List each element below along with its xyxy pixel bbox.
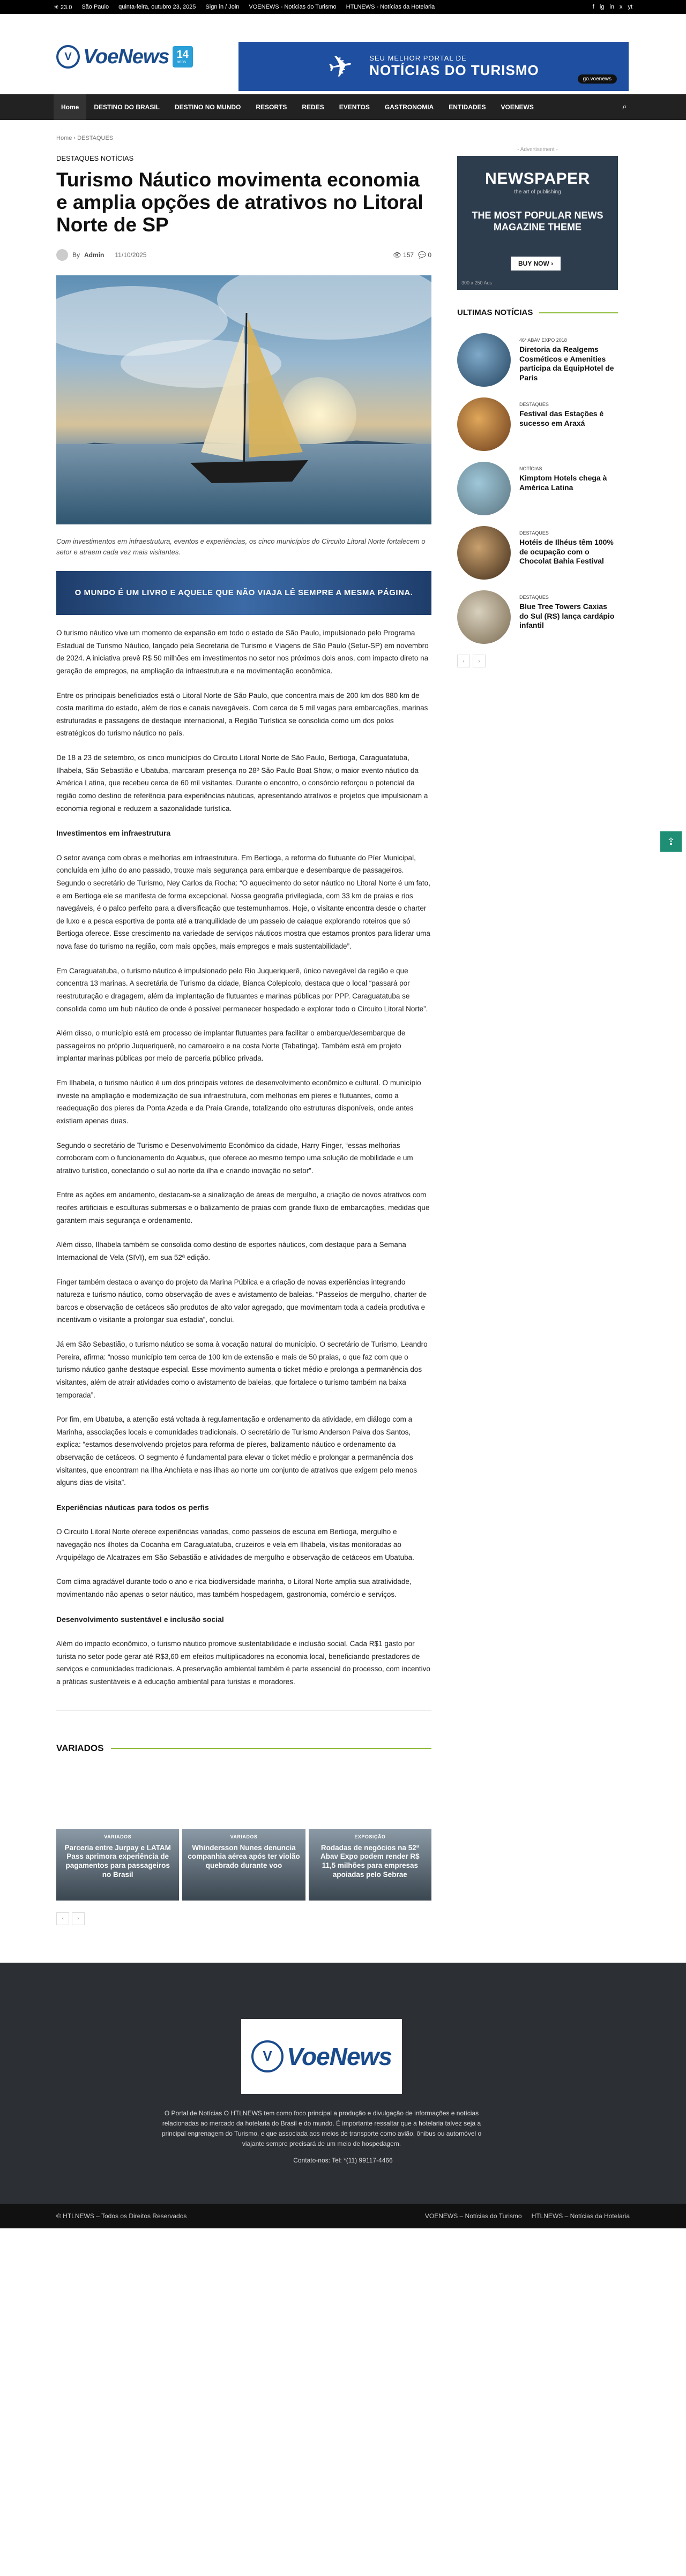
sidebar <box>457 141 618 1925</box>
author-prefix: By <box>72 251 80 259</box>
article-meta <box>56 249 431 261</box>
ad-subtitle: the art of publishing <box>514 189 561 195</box>
latest-news-item[interactable] <box>457 590 618 643</box>
related-card[interactable] <box>56 1829 179 1901</box>
views-count: 👁 157 <box>393 251 414 259</box>
quote-banner[interactable]: O MUNDO É UM LIVRO E AQUELE QUE NÃO VIAJA LÊ SEMPRE A MESMA PÁGINA. <box>56 571 431 615</box>
anniversary-badge: 14 anos <box>173 46 193 67</box>
sidebar-ad[interactable] <box>457 156 618 290</box>
nav-resorts[interactable]: RESORTS <box>256 103 287 111</box>
nav-eventos[interactable]: EVENTOS <box>339 103 370 111</box>
site-footer <box>0 1963 686 2204</box>
paragraph: Entre as ações em andamento, destacam-se a sinalização de áreas de mergulho, a criação de novos atrativos com recifes artificiais e esculturas submersas e o balizamento de praias com grande fluxo de embarcações, medidas que garantem mais segurança e ordenamento. <box>56 1191 430 1225</box>
signin-link[interactable]: Sign in / Join <box>205 4 240 10</box>
ad-title: NEWSPAPER <box>485 170 590 187</box>
ad-label: - Advertisement - <box>517 147 558 153</box>
news-thumbnail <box>457 462 511 515</box>
paragraph: Por fim, em Ubatuba, a atenção está voltada à regulamentação e ordenamento da atividade, em diálogo com a Marinha, associações locais e comunidades tradicionais. O secretário de Turismo Anderson Paiva dos Santos, explica: “estamos desenvolvendo projetos para reforma de píeres, balizamento náutico e ordenamento da observação de cetáceos. O segmento é fundamental para elevar o ticket médio e prolongar a permanência dos visitantes, que encontram na Ilha Anchieta e nas ilhas ao norte um conjunto de atrativos que exigem pelo menos alguns dias de visita”. <box>56 1415 417 1487</box>
news-title: Hotéis de Ilhéus têm 100% de ocupação com o Chocolat Bahia Festival <box>519 538 614 565</box>
nav-entidades[interactable]: ENTIDADES <box>449 103 486 111</box>
banner-big-text: NOTÍCIAS DO TURISMO <box>369 62 539 78</box>
article-date: 11/10/2025 <box>115 251 147 259</box>
logo-emblem-icon: V <box>251 2040 284 2072</box>
airplane-icon: ✈ <box>325 47 356 85</box>
banner-small-text: SEU MELHOR PORTAL DE <box>369 54 467 62</box>
ad-headline: THE MOST POPULAR NEWS MAGAZINE THEME <box>472 210 603 232</box>
related-card-category: EXPOSIÇÃO <box>354 1834 386 1839</box>
article-column <box>56 141 431 1925</box>
paragraph: Já em São Sebastião, o turismo náutico se soma à vocação natural do município. O secretário de Turismo, Leandro Pereira, afirma: “nosso município tem cerca de 100 km de extensão e mais de 50 praias, o que faz com que o turismo náutico ganhe destaque especial. Esse movimento aumenta o ticket médio e prolonga a permanência dos visitantes, além de atrair atividades como o avistamento de baleias, que fortalece o turismo também na baixa temporada”. <box>56 1340 428 1399</box>
share-icon[interactable]: ⇪ <box>660 831 682 852</box>
main-nav <box>0 94 686 120</box>
nav-destino-brasil[interactable]: DESTINO DO BRASIL <box>94 103 160 111</box>
copyright: © HTLNEWS – Todos os Direitos Reservados <box>56 2212 187 2220</box>
paragraph: Além disso, Ilhabela também se consolida como destino de esportes náuticos, com destaque para a Semana Internacional de Vela (SIVI), em sua 52ª edição. <box>56 1241 406 1261</box>
paragraph: Finger também destaca o avanço do projeto da Marina Pública e a criação de novas experiências integrando natureza e turismo náutico, como observação de aves e avistamento de baleias. “Passeios de mergulho, charter de barcos e observação de cetáceos são produtos de alto valor agregado, que movimentam toda a cadeia produtiva e incentivam o visitante a prolongar sua estadia”, conclui. <box>56 1278 427 1324</box>
paragraph: Além do impacto econômico, o turismo náutico promove sustentabilidade e inclusão social. Cada R$1 gasto por turista no setor pode gerar até R$3,60 em efeitos multiplicadores na economia local, beneficiando prestadores de serviços e comunidades tradicionais. A preservação ambiental também é parte essencial do processo, com incentivo a práticas sustentáveis e à educação ambiental para turistas e moradores. <box>56 1640 430 1686</box>
current-date: quinta-feira, outubro 23, 2025 <box>118 4 196 10</box>
related-section <box>56 1743 431 1925</box>
author-name[interactable]: Admin <box>84 251 105 259</box>
paragraph: Com clima agradável durante todo o ano e rica biodiversidade marinha, o Litoral Norte amplia sua atratividade, movimentando não apenas o setor náutico, mas também hospedagem, gastronomia, comércio e serviços. <box>56 1578 412 1598</box>
site-logo[interactable] <box>56 45 193 69</box>
latest-news-item[interactable] <box>457 462 618 514</box>
latest-news-list <box>457 333 618 643</box>
nav-redes[interactable]: REDES <box>302 103 324 111</box>
logo-text: VoeNews <box>83 45 169 68</box>
next-button[interactable]: › <box>72 1912 85 1925</box>
latest-news-item[interactable] <box>457 333 618 386</box>
latest-news-heading: ULTIMAS NOTÍCIAS <box>457 308 618 317</box>
author-avatar[interactable] <box>56 249 68 261</box>
footer-logo-text: VoeNews <box>287 2042 392 2070</box>
news-title: Kimptom Hotels chega à América Latina <box>519 474 607 492</box>
related-card-category: VARIADOS <box>104 1834 132 1839</box>
search-icon[interactable]: ⌕ <box>622 102 627 111</box>
article-title: Turismo Náutico movimenta economia e amplia opções de atrativos no Litoral Norte de SP <box>56 169 423 236</box>
prev-button[interactable]: ‹ <box>56 1912 69 1925</box>
sailboat-illustration <box>56 275 431 524</box>
related-card-title: Rodadas de negócios na 52ª Abav Expo podem render R$ 11,5 milhões para empresas apoiadas pelo Sebrae <box>320 1843 420 1879</box>
news-thumbnail <box>457 397 511 451</box>
breadcrumb[interactable]: Home › DESTAQUES <box>56 135 114 141</box>
bottom-link-voenews[interactable]: VOENEWS – Notícias do Turismo <box>424 2212 522 2220</box>
related-pager <box>56 1912 431 1925</box>
weather-city: São Paulo <box>81 4 109 10</box>
nav-gastronomia[interactable]: GASTRONOMIA <box>384 103 434 111</box>
news-title: Festival das Estações é sucesso em Araxá <box>519 409 604 427</box>
latest-news-item[interactable] <box>457 397 618 450</box>
nav-voenews[interactable]: VOENEWS <box>501 103 534 111</box>
nav-home[interactable]: Home <box>54 94 86 120</box>
ad-buy-button[interactable]: BUY NOW › <box>511 257 561 271</box>
top-link-htlnews[interactable]: HTLNEWS - Notícias da Hotelaria <box>346 4 435 10</box>
bottom-link-htlnews[interactable]: HTLNEWS – Notícias da Hotelaria <box>531 2212 630 2220</box>
instagram-icon[interactable]: ig <box>599 4 605 10</box>
paragraph: Segundo o secretário de Turismo e Desenvolvimento Econômico da cidade, Harry Finger, “essas melhorias corroboram com o funcionamento do Aquabus, que oferece ao mesmo tempo uma solução de mobilidade e um atrativo turístico, conectando o sul ao norte da ilha e criando inovação no setor”. <box>56 1141 413 1175</box>
related-card-category: VARIADOS <box>230 1834 258 1839</box>
paragraph: Em Caraguatatuba, o turismo náutico é impulsionado pelo Rio Juqueriquerê, único navegável da região e que concentra 13 marinas. A secretária de Turismo da cidade, Bianca Colepicolo, destaca que o local “passará por reestruturação e dragagem, além da implantação de flutuantes e marinas públicas por PPP. Caraguatatuba se consolida como um hub náutico de onde é possível permanecer hospedado e explorar todo o Circuito Litoral Norte”. <box>56 966 428 1013</box>
news-thumbnail <box>457 333 511 387</box>
next-button[interactable]: › <box>473 655 486 667</box>
nav-destino-mundo[interactable]: DESTINO NO MUNDO <box>175 103 241 111</box>
news-title: Blue Tree Towers Caxias do Sul (RS) lança cardápio infantil <box>519 602 615 629</box>
paragraph: O Circuito Litoral Norte oferece experiências variadas, como passeios de escuna em Bertioga, mergulho e navegação nos ilhotes da Cocanha em Caraguatatuba, cruzeiros e vela em Ilhabela, visitas monitoradas ao Arquipélago de Alcatrazes em São Sebastião e atividades de mergulho e observação de cetáceos em Ubatuba. <box>56 1528 414 1561</box>
banner-cta: go.voenews <box>578 74 617 84</box>
hero-image-sailboat <box>56 275 431 524</box>
news-category: NOTÍCIAS <box>519 466 542 471</box>
related-card[interactable] <box>182 1829 305 1901</box>
news-title: Diretoria da Realgems Cosméticos e Amenities participa da EquipHotel de Paris <box>519 345 614 382</box>
latest-news-pager <box>457 655 618 667</box>
facebook-icon[interactable]: f <box>592 4 594 10</box>
top-link-voenews[interactable]: VOENEWS - Notícias do Turismo <box>249 4 337 10</box>
news-category: DESTAQUES <box>519 402 549 407</box>
image-caption: Com investimentos em infraestrutura, eventos e experiências, os cinco municípios do Circuito Litoral Norte fortalecem o setor e atraem cada vez mais visitantes. <box>56 537 426 557</box>
top-bar <box>0 0 686 14</box>
comments-count[interactable]: 💬 0 <box>418 251 431 259</box>
footer-contact: Contato-nos: Tel: *(11) 99117-4466 <box>293 2156 393 2164</box>
news-category: DESTAQUES <box>519 595 549 600</box>
news-thumbnail <box>457 590 511 644</box>
paragraph: Entre os principais beneficiados está o Litoral Norte de São Paulo, que concentra mais de 200 km dos 880 km de costa marítima do estado, além de rios e canais navegáveis. Com cerca de 5 mil vagas para embarcações, marinas estruturadas e passagens de destaque internacional, a Região Turística se consolida como um dos polos estratégicos do turismo náutico no país. <box>56 691 428 738</box>
linkedin-icon[interactable]: in <box>609 4 614 10</box>
related-card-title: Parceria entre Jurpay e LATAM Pass aprimora experiência de pagamentos para passageiros no Brasil <box>64 1843 171 1879</box>
weather-temp: ☀ 23.0 <box>54 4 72 11</box>
page-body <box>54 135 675 1925</box>
divider <box>56 1710 431 1711</box>
paragraph: De 18 a 23 de setembro, os cinco municípios do Circuito Litoral Norte de São Paulo, Bertioga, Caraguatatuba, Ilhabela, São Sebastião e Ubatuba, marcaram presença no 28º São Paulo Boat Show, o maior evento náutico da América Latina, que recebeu cerca de 60 mil visitantes. Durante o encontro, o consórcio reforçou o potencial da região como destino de referência para experiências náuticas, apresentando atrativos e projetos que impulsionam a economia regional e reduzem a sazonalidade turística. <box>56 754 428 813</box>
prev-button[interactable]: ‹ <box>457 655 470 667</box>
related-card-title: Whindersson Nunes denuncia companhia aérea após ter violão quebrado durante voo <box>188 1843 300 1870</box>
paragraph: O setor avança com obras e melhorias em infraestrutura. Em Bertioga, a reforma do flutuante do Píer Municipal, concluída em julho do ano passado, trouxe mais segurança para embarque e desembarque de passageiros. Segundo o secretário de Turismo, Ney Carlos da Rocha: “O aquecimento do setor náutico no Litoral Norte é um fato, e em Bertioga ele se manifesta de forma excepcional. Nossa geografia privilegiada, com 33 km de praias e rios navegáveis, é o palco perfeito para a diversificação que testemunhamos. Hoje, o visitante encontra desde o charter de luxo e a pesca esportiva de ponta até a tranquilidade de um passeio de caiaque explorando roteiros que só Bertioga oferece. Esse crescimento na variedade de serviços náuticos mostra que estamos prontos para liderar uma nova fase do turismo na região, com mais opções, mais empregos e mais sustentabilidade”. <box>56 853 430 951</box>
paragraph: Além disso, o município está em processo de implantar flutuantes para facilitar o embarque/desembarque de passageiros no próprio Juqueriquerê, no camaroeiro e na costa Norte (Tabatinga). Também está em projeto implantar marinas públicas por meio de parceria público privada. <box>56 1029 406 1063</box>
footer-about: O Portal de Notícias O HTLNEWS tem como foco principal a produção e divulgação de informações e notícias relacionadas ao mercado da hotelaria do Brasil e do mundo. É importante ressaltar que a hotelaria talvez seja a principal engrenagem do Turismo, e que associada aos meios de transporte como avião, ônibus ou automóvel o viajante sempre precisará de um meio de hospedagem. <box>161 2109 482 2148</box>
ad-size-label: 300 x 250 Ads <box>461 280 493 286</box>
related-heading: VARIADOS <box>56 1743 431 1754</box>
header-ad-banner[interactable] <box>238 42 629 91</box>
latest-news-item[interactable] <box>457 526 618 579</box>
news-thumbnail <box>457 526 511 580</box>
section-heading: Investimentos em infraestrutura <box>56 829 171 838</box>
footer-logo[interactable] <box>241 2019 402 2094</box>
article-body <box>56 627 431 1688</box>
youtube-icon[interactable]: yt <box>628 4 632 10</box>
related-card[interactable] <box>309 1829 431 1901</box>
section-heading: Desenvolvimento sustentável e inclusão social <box>56 1614 224 1624</box>
news-category: 46ª ABAV EXPO 2018 <box>519 337 567 343</box>
section-heading: Experiências náuticas para todos os perfis <box>56 1503 209 1512</box>
site-header <box>0 14 686 94</box>
article-category[interactable]: DESTAQUES NOTÍCIAS <box>56 154 134 162</box>
bottom-bar <box>0 2204 686 2228</box>
paragraph: Em Ilhabela, o turismo náutico é um dos principais vetores de desenvolvimento econômico e cultural. O município investe na ampliação e modernização de sua infraestrutura, com melhorias em píeres e flutuantes, como a readequação dos píeres da Ponta Azeda e da Praia Grande, totalizando oito estruturas disponíveis, onde antes existiam apenas duas. <box>56 1079 421 1125</box>
twitter-icon[interactable]: x <box>619 4 623 10</box>
news-category: DESTAQUES <box>519 530 549 536</box>
paragraph: O turismo náutico vive um momento de expansão em todo o estado de São Paulo, impulsionado pelo Programa Estadual de Turismo Náutico, lançado pela Secretaria de Turismo e Viagens de São Paulo (Setur-SP) em novembro de 2024. A iniciativa prevê R$ 50 milhões em investimentos no setor nos próximos dois anos, com impacto direto na geração de empregos, na ampliação da infraestrutura e na movimentação econômica. <box>56 629 429 675</box>
logo-emblem-icon: V <box>56 45 80 69</box>
